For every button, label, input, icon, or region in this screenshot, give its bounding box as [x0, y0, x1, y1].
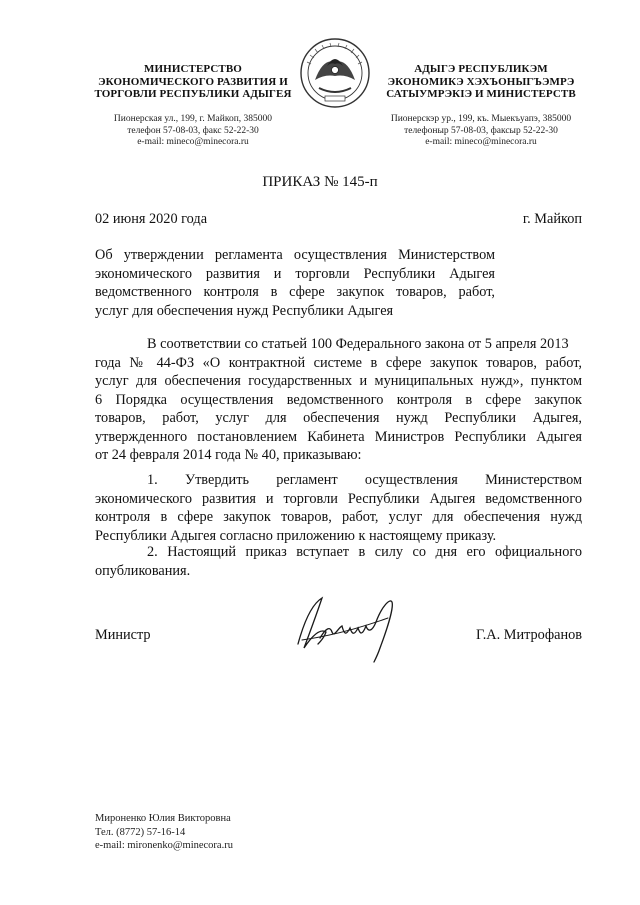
left-org-name: МИНИСТЕРСТВО ЭКОНОМИЧЕСКОГО РАЗВИТИЯ И ТОРГОВЛИ РЕСПУБЛИКИ АДЫГЕЯ: [94, 63, 292, 100]
order-date: 02 июня 2020 года: [95, 211, 208, 227]
signatory-position: Министр: [95, 627, 151, 643]
left-org-address: Пионерская ул., 199, г. Майкоп, 385000 телефон 57-08-03, факс 52-22-30 e-mail: mineco@minecora.ru: [113, 114, 273, 147]
order-subject: Об утверждении регламента осуществления Министерством экономического развития и торговли Республики Адыгея ведомственного контроля в сфере закупок товаров, работ, услуг для обеспечения нужд Республики Адыгея: [95, 247, 495, 319]
right-org-name: АДЫГЭ РЕСПУБЛИКЭМ ЭКОНОМИКЭ ХЭХЪОНЫГЪЭМРЭ САТЫУМРЭКIЭ И МИНИСТЕРСТВ: [386, 63, 576, 100]
order-item-1: 1. Утвердить регламент осуществления Министерством экономического развития и торговли Республики Адыгея ведомственного контроля в сфере закупок товаров, работ, услуг для обеспечения нужд Республики Адыгея согласно приложению к настоящему приказу.: [95, 472, 582, 544]
right-org-address: Пионерскэр ур., 199, къ. Мыекъуапэ, 385000 телефоныр 57-08-03, факсыр 52-22-30 e-mail: mineco@minecora.ru: [390, 114, 572, 147]
handwritten-signature: [290, 592, 400, 664]
order-preamble: В соответствии со статьей 100 Федерального закона от 5 апреля 2013 года № 44-ФЗ «О контрактной системе в сфере закупок товаров, работ, услуг для обеспечения государственных и муниципальных нужд», пунктом 6 Порядка осуществления ведомственного контроля в сфере закупок товаров, работ, услуг для обеспечения нужд Республики Адыгея, утвержденного постановлением Кабинета Министров Республики Адыгея от 24 февраля 2014 года № 40, приказываю:: [95, 336, 582, 463]
coat-of-arms-emblem-icon: [293, 36, 377, 110]
signatory-name: Г.А. Митрофанов: [476, 627, 582, 643]
order-item-2: 2. Настоящий приказ вступает в силу со дня его официального опубликования.: [95, 544, 582, 579]
order-city: г. Майкоп: [522, 211, 582, 227]
contact-info: Мироненко Юлия Викторовна Тел. (8772) 57-16-14 e-mail: mironenko@minecora.ru: [95, 813, 233, 851]
order-title: ПРИКАЗ № 145-п: [262, 174, 378, 190]
